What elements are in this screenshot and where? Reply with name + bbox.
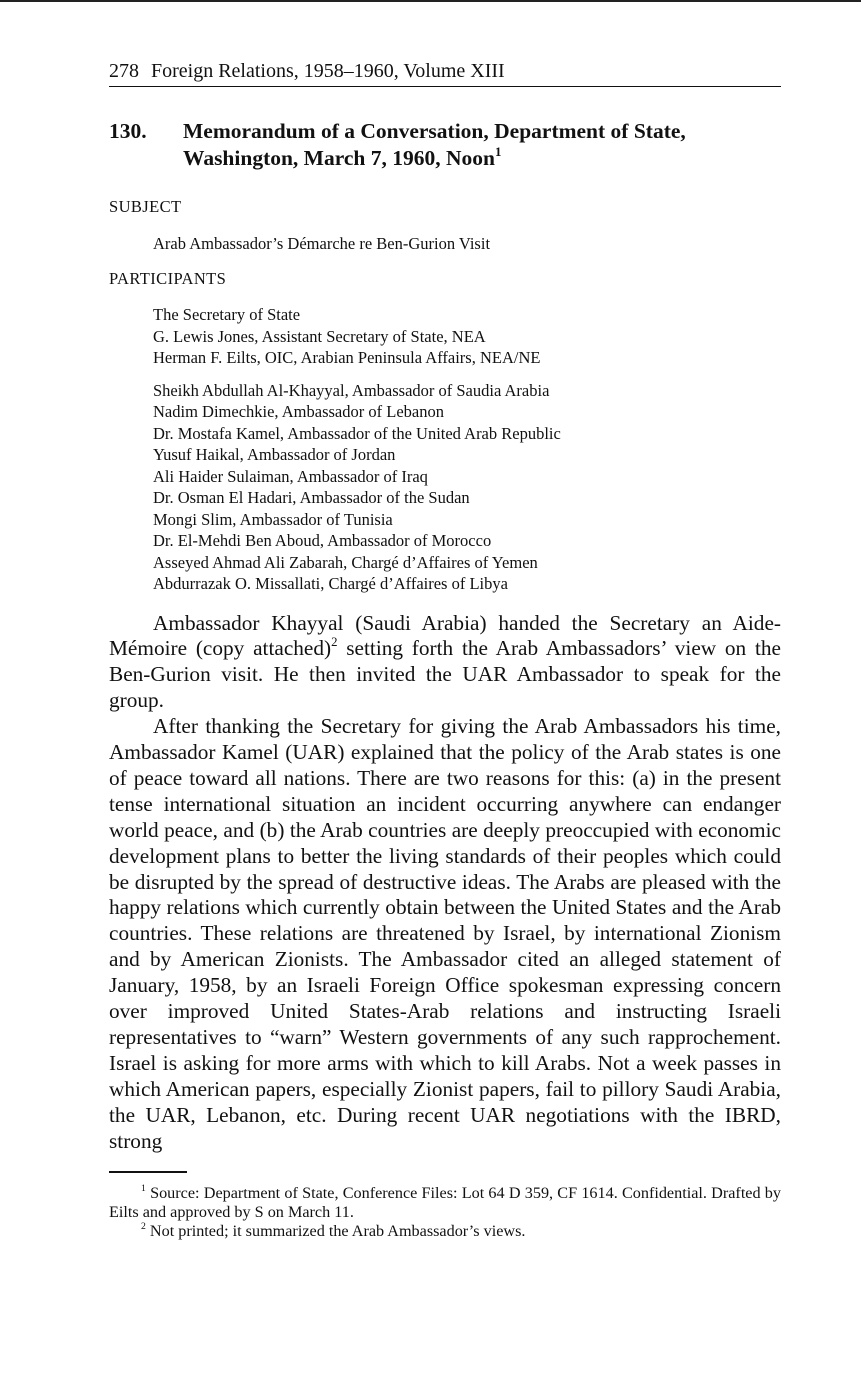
footnote-2-marker: 2 (141, 1220, 146, 1232)
participant-item: Abdurrazak O. Missallati, Chargé d’Affaires of Libya (153, 574, 508, 593)
body-paragraph-1-text-a: Ambassador Khayyal (Saudi Arabia) handed the Secretary an Aide-Mémoire (copy attached) (109, 610, 781, 661)
document-title (183, 118, 781, 172)
participants-arab-list (153, 380, 781, 595)
footnote-1 (109, 1184, 781, 1222)
body-paragraph-1-text-b: setting forth the Arab Ambassadors’ view on the Ben-Gurion visit. He then invited the UAR Ambassador to speak for the group. (109, 636, 781, 713)
participants-us-list (153, 304, 781, 369)
participant-item: Nadim Dimechkie, Ambassador of Lebanon (153, 402, 444, 421)
footnote-separator (109, 1171, 187, 1173)
running-head (109, 58, 781, 87)
participant-item: Ali Haider Sulaiman, Ambassador of Iraq (153, 466, 428, 486)
footnote-ref-2: 2 (331, 635, 338, 650)
participant-item: The Secretary of State (153, 305, 301, 324)
participants-label: PARTICIPANTS (109, 269, 227, 288)
footnote-1-text: Source: Department of State, Conference Files: Lot 64 D 359, CF 1614. Confidential. Drafted by Eilts and approved by S on March 11. (109, 1183, 781, 1221)
footnote-2-text: Not printed; it summarized the Arab Ambassador’s views. (145, 1221, 526, 1240)
subject-label: SUBJECT (109, 197, 182, 216)
document-number: 130. (109, 119, 147, 143)
footnote-1-marker: 1 (141, 1182, 146, 1194)
document-page (109, 58, 781, 1241)
subject-text: Arab Ambassador’s Démarche re Ben-Gurion Visit (153, 234, 491, 253)
participant-item: Herman F. Eilts, OIC, Arabian Peninsula Affairs, NEA/NE (153, 348, 541, 367)
body-paragraph-2: After thanking the Secretary for giving the Arab Ambassadors his time, Ambassador Kamel (UAR) explained that the policy of the Arab states is one of peace toward all nations. There are two reasons for this: (a) in the present tense international situation an incident occurring anywhere can endanger world peace, and (b) the Arab countries are deeply preoccupied with economic development plans to better the living standards of their peoples which could be disrupted by the spread of destructive ideas. The Arabs are pleased with the happy relations which currently obtain between the United States and the Arab countries. These relations are threatened by Israel, by international Zionism and by American Zionists. The Ambassador cited an alleged statement of January, 1958, by an Israeli Foreign Office spokesman expressing concern over improved United States-Arab relations and instructing Israeli representatives to “warn” Western governments of any such rapprochement. Israel is asking for more arms with which to kill Arabs. Not a week passes in which American papers, especially Zionist papers, fail to pillory Saudi Arabia, the UAR, Lebanon, etc. During recent UAR negotiations with the IBRD, strong (109, 714, 781, 1153)
participant-item: Asseyed Ahmad Ali Zabarah, Chargé d’Affaires of Yemen (153, 552, 538, 572)
page-top-edge-rule (0, 0, 861, 2)
participant-item: Yusuf Haikal, Ambassador of Jordan (153, 445, 396, 464)
document-heading (109, 118, 781, 172)
memorandum-body (109, 611, 781, 1155)
participant-item: Sheikh Abdullah Al-Khayyal, Ambassador of Saudia Arabia (153, 380, 550, 400)
footnote-2 (109, 1222, 781, 1241)
footnotes (109, 1184, 781, 1241)
participant-item: Dr. Osman El Hadari, Ambassador of the Sudan (153, 488, 470, 507)
document-title-line-2-text: Washington, March 7, 1960, Noon (183, 146, 495, 170)
participant-item: Mongi Slim, Ambassador of Tunisia (153, 509, 393, 529)
document-title-line-2 (183, 145, 781, 172)
document-title-line-1: Memorandum of a Conversation, Department of State, (183, 119, 686, 143)
footnote-ref-1: 1 (495, 144, 502, 159)
participant-item: Dr. Mostafa Kamel, Ambassador of the United Arab Republic (153, 423, 561, 443)
series-title: Foreign Relations, 1958–1960, Volume XIII (151, 60, 505, 82)
body-paragraph-1 (109, 611, 781, 715)
participant-item: G. Lewis Jones, Assistant Secretary of State, NEA (153, 326, 486, 346)
page-number: 278 (109, 60, 139, 82)
participant-item: Dr. El-Mehdi Ben Aboud, Ambassador of Morocco (153, 531, 492, 550)
